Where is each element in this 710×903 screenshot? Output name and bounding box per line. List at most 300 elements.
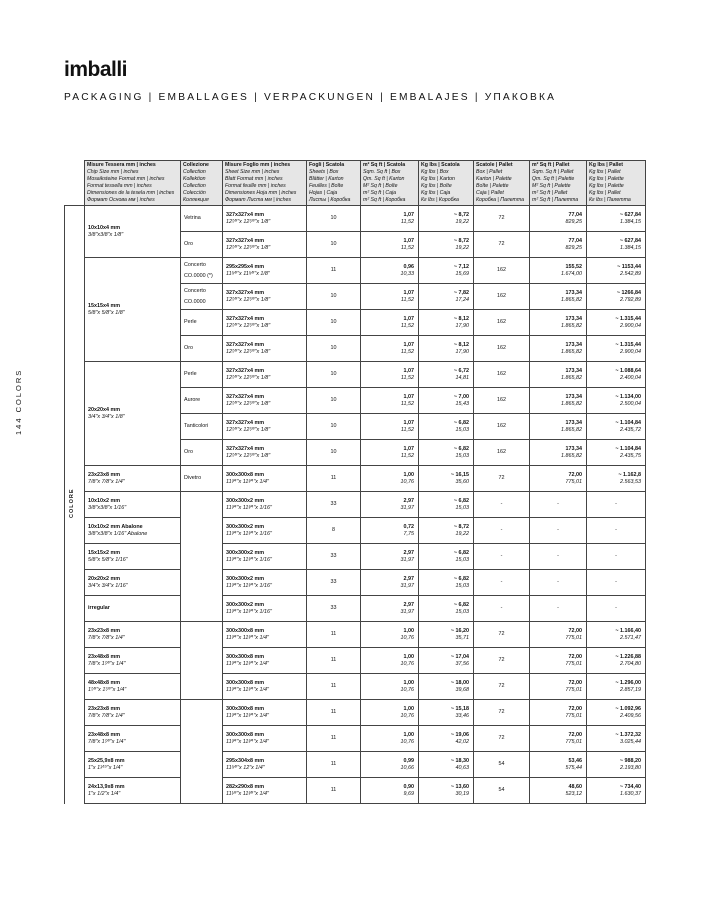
boxes-per-pallet: 72	[474, 206, 530, 232]
chip-size-in: 7/8"x 7/8"x 1/4"	[88, 478, 125, 485]
sheets-per-box: 11	[307, 778, 361, 804]
header-title: Kg lbs | Pallet	[589, 162, 624, 168]
m2-per-pallet-cell	[530, 570, 587, 596]
lbs-per-box: 15,03	[455, 556, 469, 563]
kg-per-pallet-cell	[587, 336, 646, 362]
m2-per-box-cell	[361, 232, 419, 258]
kg-per-pallet: ~ 1.372,32	[615, 732, 641, 738]
m2-per-box-cell	[361, 258, 419, 284]
kg-per-box-cell	[419, 466, 474, 492]
lbs-per-pallet: 2.542,89	[620, 270, 641, 277]
kg-per-pallet: ~ 1.315,44	[615, 342, 641, 348]
sheets-per-box: 10	[307, 232, 361, 258]
m2-per-pallet: 77,04	[568, 212, 582, 218]
chip-size-mm: 23x23x8 mm	[88, 706, 121, 712]
m2-per-pallet-cell	[530, 674, 587, 700]
m2-per-box: 0,96	[403, 264, 414, 270]
sheets-per-box: 10	[307, 336, 361, 362]
sheet-size-mm: 300x300x2 mm	[226, 602, 265, 608]
kg-per-box: ~ 8,72	[453, 238, 469, 244]
lbs-per-box: 39,68	[455, 686, 469, 693]
m2-per-pallet: 72,00	[568, 654, 582, 660]
kg-per-box: ~ 13,60	[450, 784, 469, 790]
header-line: Kg lbs | Boîte	[421, 183, 452, 189]
kg-per-box-cell	[419, 440, 474, 466]
header-line: Chip Size mm | inches	[87, 169, 139, 175]
kg-per-pallet-cell	[587, 466, 646, 492]
sheet-size-in: 11⁵⁄⁸"x 12"x 1/4"	[226, 764, 265, 771]
sheet-size-mm: 295x304x8 mm	[226, 758, 265, 764]
m2-per-pallet: 173,34	[565, 290, 582, 296]
header-line: Blatt Format mm | inches	[225, 176, 283, 182]
sheet-size-in: 12⁷⁄⁸"x 12⁷⁄⁸"x 1/8"	[226, 296, 271, 303]
m2-per-pallet-cell	[530, 388, 587, 414]
sqft-per-box: 7,75	[403, 530, 414, 537]
chip-size-mm: 24x13,9x8 mm	[88, 784, 125, 790]
sheet-size-cell	[223, 752, 307, 778]
chip-size-cell	[85, 622, 181, 648]
lbs-per-pallet: 1.384,15	[620, 244, 641, 251]
sheet-size-in: 11³⁄⁴"x 11³⁄⁴"x 1/4"	[226, 478, 269, 485]
m2-per-box-cell	[361, 700, 419, 726]
header-line: Dimensiones de la tesela mm | inches	[87, 190, 175, 196]
sqft-per-pallet: 775,01	[565, 738, 582, 745]
sheets-per-box: 11	[307, 648, 361, 674]
m2-per-box: 1,00	[403, 680, 414, 686]
sheets-per-box: 10	[307, 206, 361, 232]
chip-size-mm: 23x23x8 mm	[88, 628, 121, 634]
header-line: Mosaiksteine Format mm | inches	[87, 176, 165, 182]
kg-per-box-cell	[419, 336, 474, 362]
sqft-per-box: 10,33	[400, 270, 414, 277]
table-row	[65, 570, 646, 596]
kg-per-box: ~ 6,82	[453, 498, 469, 504]
m2-per-pallet: 155,52	[565, 264, 582, 270]
m2-per-pallet-cell	[530, 518, 587, 544]
sheet-size-mm: 327x327x4 mm	[226, 368, 265, 374]
table-row	[65, 518, 646, 544]
kg-per-pallet: ~ 988,20	[619, 758, 641, 764]
sqft-per-box: 9,69	[403, 790, 414, 797]
kg-per-pallet-cell	[587, 206, 646, 232]
kg-per-pallet-cell	[587, 440, 646, 466]
kg-per-pallet: ~ 1.088,64	[615, 368, 641, 374]
chip-size-cell	[85, 778, 181, 804]
chip-size-cell	[85, 726, 181, 752]
lbs-per-box: 19,22	[455, 530, 469, 537]
sheets-per-box: 33	[307, 492, 361, 518]
kg-per-box: ~ 7,82	[453, 290, 469, 296]
lbs-per-box: 40,63	[455, 764, 469, 771]
m2-per-pallet: -	[557, 605, 559, 612]
sqft-per-pallet: 523,12	[565, 790, 582, 797]
sqft-per-box: 10,76	[400, 738, 414, 745]
m2-per-pallet-cell	[530, 544, 587, 570]
kg-per-pallet: ~ 627,84	[619, 238, 641, 244]
kg-per-pallet: ~ 734,40	[619, 784, 641, 790]
collection-name: Vetrina	[184, 215, 201, 222]
chip-size-in: 7/8"x 7/8"x 1/4"	[88, 634, 125, 641]
kg-per-pallet-cell	[587, 310, 646, 336]
m2-per-box-cell	[361, 310, 419, 336]
sheet-size-in: 12⁷⁄⁸"x 12⁷⁄⁸"x 1/8"	[226, 400, 271, 407]
chip-size-mm: 23x48x8 mm	[88, 654, 121, 660]
sheet-size-cell	[223, 544, 307, 570]
sheets-per-box: 11	[307, 700, 361, 726]
sheet-size-mm: 300x300x2 mm	[226, 498, 265, 504]
sheet-size-cell	[223, 414, 307, 440]
sheet-size-cell	[223, 206, 307, 232]
sheets-per-box: 10	[307, 388, 361, 414]
header-line: Sqm. Sq ft | Box	[363, 169, 401, 175]
sheets-per-box: 11	[307, 752, 361, 778]
m2-per-pallet-cell	[530, 622, 587, 648]
header-title: Collezione	[183, 162, 209, 168]
header-line: Collection	[183, 183, 206, 189]
collection-cell	[181, 440, 223, 466]
kg-per-pallet: -	[615, 579, 617, 586]
sheet-size-in: 12⁷⁄⁸"x 12⁷⁄⁸"x 1/8"	[226, 244, 271, 251]
m2-per-pallet-cell	[530, 648, 587, 674]
sheets-per-box: 10	[307, 440, 361, 466]
sheet-size-mm: 327x327x4 mm	[226, 238, 265, 244]
chip-size-cell	[85, 206, 181, 258]
sheets-per-box: 10	[307, 310, 361, 336]
lbs-per-box: 35,71	[455, 634, 469, 641]
chip-size-in: 3/4"x 3/4"x 1/8"	[88, 413, 125, 420]
kg-per-pallet-cell	[587, 414, 646, 440]
collection-cell	[181, 388, 223, 414]
sqft-per-box: 11,52	[400, 400, 414, 407]
boxes-per-pallet: 72	[474, 622, 530, 648]
sheet-size-cell	[223, 518, 307, 544]
table-row	[65, 700, 646, 726]
m2-per-box-cell	[361, 284, 419, 310]
kg-per-box: ~ 6,82	[453, 446, 469, 452]
lbs-per-box: 15,03	[455, 426, 469, 433]
table-row	[65, 674, 646, 700]
sqft-per-pallet: 829,25	[565, 218, 582, 225]
header-cell	[85, 161, 181, 206]
collection-code: CO.0000 (*)	[184, 273, 213, 279]
kg-per-box-cell	[419, 206, 474, 232]
header-line: m² Sq ft | Caja	[363, 190, 397, 196]
sheet-size-in: 11³⁄⁴"x 11³⁄⁴"x 1/4"	[226, 738, 269, 745]
side-label-colors: 144 COLORS	[14, 368, 23, 435]
chip-size-cell	[85, 492, 181, 518]
kg-per-pallet: -	[615, 605, 617, 612]
boxes-per-pallet: 162	[474, 258, 530, 284]
kg-per-pallet-cell	[587, 726, 646, 752]
header-line: Sheets | Box	[309, 169, 339, 175]
sheet-size-in: 11³⁄⁴"x 11³⁄⁴"x 1/4"	[226, 712, 269, 719]
lbs-per-box: 35,60	[455, 478, 469, 485]
boxes-per-pallet: 162	[474, 310, 530, 336]
table-row	[65, 362, 646, 388]
lbs-per-box: 15,03	[455, 504, 469, 511]
header-line: Qm. Sq ft | Palette	[532, 176, 575, 182]
table-row	[65, 596, 646, 622]
m2-per-pallet: 72,00	[568, 732, 582, 738]
m2-per-box-cell	[361, 778, 419, 804]
kg-per-box: ~ 18,30	[450, 758, 469, 764]
boxes-per-pallet: 72	[474, 726, 530, 752]
sqft-per-box: 11,52	[400, 296, 414, 303]
sqft-per-box: 31,97	[400, 556, 414, 563]
sheet-size-in: 11³⁄⁴"x 11³⁄⁴"x 1/16"	[226, 556, 272, 563]
sheet-size-cell	[223, 622, 307, 648]
header-blank	[65, 161, 85, 206]
m2-per-box-cell	[361, 544, 419, 570]
header-line: Коллекция	[183, 197, 209, 203]
sqft-per-box: 11,52	[400, 426, 414, 433]
header-line: Kollektion	[183, 176, 206, 182]
boxes-per-pallet: 72	[474, 700, 530, 726]
m2-per-box: 1,07	[403, 420, 414, 426]
header-cell	[530, 161, 587, 206]
sheet-size-cell	[223, 648, 307, 674]
kg-per-box-cell	[419, 700, 474, 726]
side-label-colore: COLORE	[69, 488, 75, 518]
collection-cell	[181, 466, 223, 492]
sheet-size-cell	[223, 466, 307, 492]
kg-per-pallet-cell	[587, 544, 646, 570]
kg-per-pallet-cell	[587, 648, 646, 674]
sheet-size-mm: 327x327x4 mm	[226, 446, 265, 452]
kg-per-box: ~ 19,06	[450, 732, 469, 738]
kg-per-pallet: -	[615, 527, 617, 534]
m2-per-box: 1,07	[403, 316, 414, 322]
chip-size-mm: 10x10x2 mm Abalone	[88, 524, 143, 530]
boxes-per-pallet: 162	[474, 336, 530, 362]
m2-per-pallet-cell	[530, 596, 587, 622]
m2-per-box: 0,90	[403, 784, 414, 790]
sqft-per-box: 10,76	[400, 660, 414, 667]
collection-cell	[181, 414, 223, 440]
kg-per-box: ~ 7,00	[453, 394, 469, 400]
kg-per-box-cell	[419, 648, 474, 674]
collection-cell	[181, 492, 223, 622]
header-title: Fogli | Scatola	[309, 162, 345, 168]
sheet-size-in: 11³⁄⁴"x 11³⁄⁴"x 1/4"	[226, 660, 269, 667]
m2-per-box: 1,00	[403, 706, 414, 712]
kg-per-pallet-cell	[587, 596, 646, 622]
m2-per-pallet: 173,34	[565, 394, 582, 400]
header-line: Kg lbs | Caja	[421, 190, 451, 196]
kg-per-pallet: -	[615, 501, 617, 508]
m2-per-pallet: -	[557, 501, 559, 508]
kg-per-pallet-cell	[587, 778, 646, 804]
header-line: Hojas | Caja	[309, 190, 338, 196]
header-cell	[361, 161, 419, 206]
m2-per-box: 1,07	[403, 394, 414, 400]
table-row	[65, 544, 646, 570]
table-row	[65, 466, 646, 492]
kg-per-pallet: ~ 1.134,00	[615, 394, 641, 400]
header-line: m² Sq ft | Pallet	[532, 190, 568, 196]
sheet-size-cell	[223, 674, 307, 700]
sqft-per-pallet: 829,25	[565, 244, 582, 251]
header-line: Kg lbs | Pallet	[589, 169, 621, 175]
sheet-size-in: 12⁷⁄⁸"x 12⁷⁄⁸"x 1/8"	[226, 218, 271, 225]
m2-per-pallet-cell	[530, 310, 587, 336]
sqft-per-box: 11,52	[400, 452, 414, 459]
sheet-size-cell	[223, 440, 307, 466]
chip-size-in: 5/8"x 5/8"x 1/8"	[88, 309, 125, 316]
header-line: Format feuille mm | inches	[225, 183, 286, 189]
kg-per-pallet-cell	[587, 284, 646, 310]
chip-size-cell	[85, 752, 181, 778]
lbs-per-box: 17,90	[455, 348, 469, 355]
header-line: Формат Основа мм | inches	[87, 197, 155, 203]
m2-per-pallet: 173,34	[565, 446, 582, 452]
kg-per-box: ~ 8,72	[453, 212, 469, 218]
sqft-per-pallet: 775,01	[565, 686, 582, 693]
m2-per-box: 1,07	[403, 368, 414, 374]
kg-per-pallet-cell	[587, 518, 646, 544]
lbs-per-box: 15,69	[455, 270, 469, 277]
sheet-size-mm: 300x300x8 mm	[226, 732, 265, 738]
boxes-per-pallet: 72	[474, 466, 530, 492]
sqft-per-pallet: 1.865,82	[561, 374, 582, 381]
m2-per-pallet: 72,00	[568, 472, 582, 478]
m2-per-box-cell	[361, 726, 419, 752]
kg-per-box: ~ 6,82	[453, 550, 469, 556]
m2-per-pallet: 173,34	[565, 316, 582, 322]
sheet-size-mm: 300x300x8 mm	[226, 654, 265, 660]
chip-size-mm: 25x25,9x8 mm	[88, 758, 125, 764]
sheet-size-in: 12⁷⁄⁸"x 12⁷⁄⁸"x 1/8"	[226, 322, 271, 329]
chip-size-cell	[85, 518, 181, 544]
m2-per-pallet-cell	[530, 362, 587, 388]
m2-per-box: 2,97	[403, 498, 414, 504]
sheet-size-mm: 300x300x8 mm	[226, 680, 265, 686]
sqft-per-pallet: 775,01	[565, 712, 582, 719]
header-line: Kg lbs | Box	[421, 169, 449, 175]
collection-code: CO.0000	[184, 299, 206, 305]
sqft-per-box: 11,52	[400, 348, 414, 355]
sheet-size-mm: 300x300x2 mm	[226, 576, 265, 582]
header-line: Формат Листа мм | inches	[225, 197, 292, 203]
sqft-per-box: 10,76	[400, 686, 414, 693]
m2-per-box-cell	[361, 674, 419, 700]
sqft-per-pallet: 1.865,82	[561, 322, 582, 329]
collection-cell	[181, 258, 223, 284]
chip-size-cell	[85, 258, 181, 362]
chip-size-in: 1"x 1/2"x 1/4"	[88, 790, 121, 797]
m2-per-pallet-cell	[530, 414, 587, 440]
header-line: Кг lbs | Коробка	[421, 197, 459, 203]
m2-per-box: 0,72	[403, 524, 414, 530]
header-line: Boîte | Palette	[476, 183, 509, 189]
m2-per-pallet: -	[557, 527, 559, 534]
sheet-size-in: 11³⁄⁴"x 11³⁄⁴"x 1/16"	[226, 504, 272, 511]
header-cell	[474, 161, 530, 206]
lbs-per-pallet: 2.435,75	[620, 452, 641, 459]
sqft-per-pallet: 775,01	[565, 660, 582, 667]
sqft-per-pallet: 1.865,82	[561, 452, 582, 459]
m2-per-box-cell	[361, 466, 419, 492]
chip-size-in: 1"x 1¹⁄¹⁶"x 1/4"	[88, 764, 123, 771]
kg-per-box: ~ 16,20	[450, 628, 469, 634]
header-line: Kg lbs | Palette	[589, 183, 624, 189]
lbs-per-pallet: 2.704,80	[620, 660, 641, 667]
collection-name: Oro	[184, 449, 193, 456]
sheet-size-in: 11³⁄⁴"x 11³⁄⁴"x 1/4"	[226, 634, 269, 641]
kg-per-box-cell	[419, 726, 474, 752]
lbs-per-pallet: 2.857,19	[620, 686, 641, 693]
chip-size-mm: 23x23x8 mm	[88, 472, 121, 478]
sheet-size-cell	[223, 362, 307, 388]
kg-per-pallet: ~ 1.315,44	[615, 316, 641, 322]
header-line: Qm. Sq ft | Karton	[363, 176, 405, 182]
header-row	[65, 161, 646, 206]
table-row	[65, 752, 646, 778]
chip-size-in: 7/8"x 1⁷⁄⁸"x 1/4"	[88, 660, 126, 667]
kg-per-box: ~ 8,12	[453, 342, 469, 348]
kg-per-box: ~ 6,82	[453, 576, 469, 582]
collection-name: Perle	[184, 371, 197, 378]
boxes-per-pallet: 162	[474, 414, 530, 440]
m2-per-pallet: 77,04	[568, 238, 582, 244]
m2-per-box-cell	[361, 388, 419, 414]
header-line: Коробка | Палетта	[476, 197, 525, 203]
sheet-size-cell	[223, 778, 307, 804]
collection-cell	[181, 206, 223, 232]
header-line: M² Sq ft | Boîte	[363, 183, 398, 189]
kg-per-pallet-cell	[587, 752, 646, 778]
header-line: M² Sq ft | Palette	[532, 183, 571, 189]
m2-per-box: 1,00	[403, 654, 414, 660]
header-title: Misure Foglio mm | inches	[225, 162, 291, 168]
kg-per-box: ~ 17,04	[450, 654, 469, 660]
header-cell	[181, 161, 223, 206]
kg-per-box: ~ 6,82	[453, 602, 469, 608]
collection-name: Tanticolori	[184, 423, 209, 430]
sheet-size-mm: 300x300x8 mm	[226, 472, 265, 478]
header-line: Colección	[183, 190, 206, 196]
header-title: Scatole | Pallet	[476, 162, 513, 168]
chip-size-in: 5/8"x 5/8"x 1/16"	[88, 556, 128, 563]
kg-per-box: ~ 6,72	[453, 368, 469, 374]
collection-name: Divetro	[184, 475, 202, 482]
sheet-size-mm: 282x290x8 mm	[226, 784, 265, 790]
sheet-size-cell	[223, 492, 307, 518]
lbs-per-pallet: 1.384,15	[620, 218, 641, 225]
boxes-per-pallet: 162	[474, 388, 530, 414]
header-cell	[223, 161, 307, 206]
header-title: m² Sq ft | Scatola	[363, 162, 406, 168]
lbs-per-box: 30,19	[455, 790, 469, 797]
boxes-per-pallet: 162	[474, 440, 530, 466]
kg-per-box-cell	[419, 388, 474, 414]
header-cell	[587, 161, 646, 206]
m2-per-pallet: -	[557, 553, 559, 560]
sheet-size-cell	[223, 258, 307, 284]
collection-name: Oro	[184, 241, 193, 248]
sqft-per-pallet: 775,01	[565, 634, 582, 641]
sqft-per-box: 31,97	[400, 504, 414, 511]
chip-size-in: 3/8"x3/8"x 1/16"	[88, 504, 127, 511]
collection-name: Perle	[184, 319, 197, 326]
header-line: Box | Pallet	[476, 169, 503, 175]
kg-per-pallet-cell	[587, 570, 646, 596]
kg-per-pallet-cell	[587, 492, 646, 518]
sqft-per-pallet: 1.865,82	[561, 348, 582, 355]
lbs-per-pallet: 3.025,44	[620, 738, 641, 745]
kg-per-pallet: ~ 1.166,40	[615, 628, 641, 634]
chip-size-in: 3/8"x3/8"x 1/16" Abalone	[88, 530, 148, 537]
